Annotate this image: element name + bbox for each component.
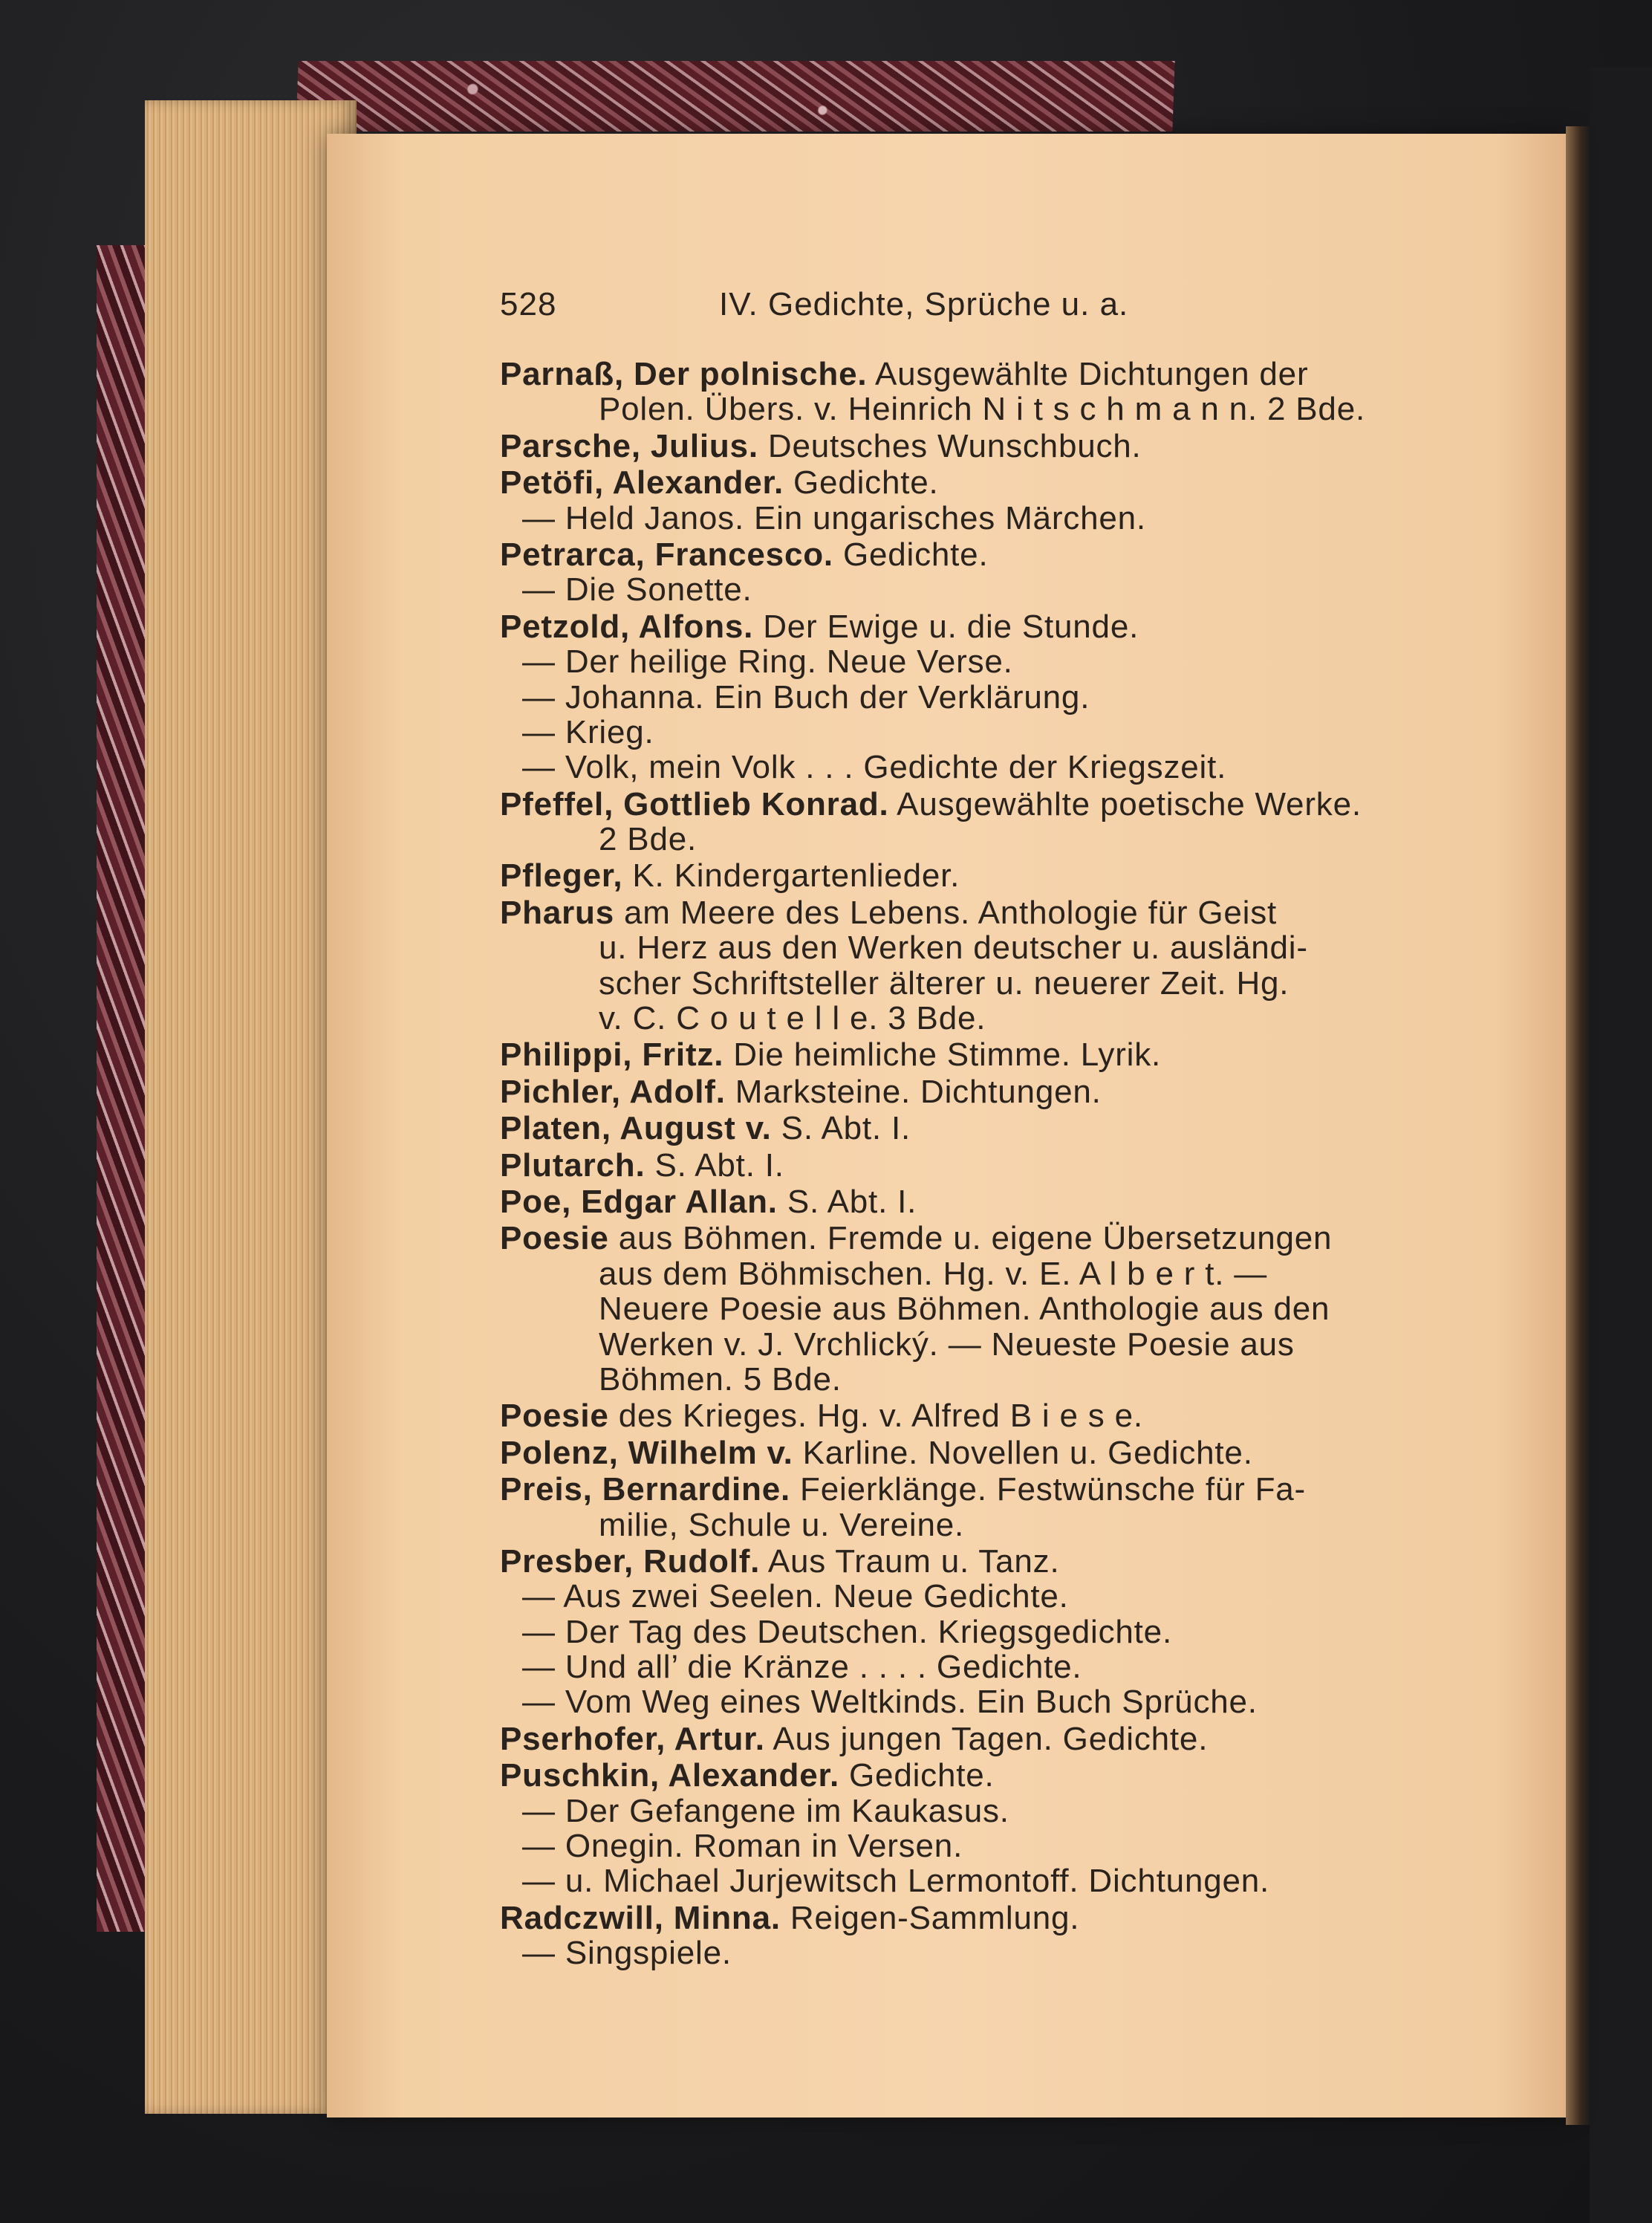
entry-continuation-line	[500, 1001, 1466, 1036]
entry-author: Plutarch.	[500, 1146, 645, 1184]
entry-continuation-line	[500, 392, 1466, 426]
entry-text: Marksteine. Dichtungen.	[725, 1073, 1102, 1110]
entry-line	[500, 1435, 1466, 1470]
entry-continuation-line	[500, 1684, 1466, 1719]
bibliography-entry	[500, 1544, 1466, 1720]
bibliography-entry	[500, 895, 1466, 1036]
entry-text: Polen. Übers. v. Heinrich N i t s c h m a n n. 2 Bde.	[599, 391, 1365, 428]
entry-text: S. Abt. I.	[771, 1110, 911, 1147]
entry-line	[500, 1184, 1466, 1219]
bibliography-entry	[500, 858, 1466, 893]
entry-line	[500, 357, 1466, 392]
entry-line	[500, 1472, 1466, 1507]
entry-text: Gedichte.	[839, 1757, 995, 1794]
entry-line	[500, 1074, 1466, 1109]
entry-author: Petrarca, Francesco.	[500, 536, 833, 573]
bibliography-entry	[500, 1221, 1466, 1397]
entry-line	[500, 787, 1466, 822]
entry-line	[500, 465, 1466, 500]
entry-line	[500, 1398, 1466, 1433]
entry-continuation-line	[500, 1291, 1466, 1326]
entry-line	[500, 895, 1466, 930]
entry-text: S. Abt. I.	[645, 1146, 784, 1184]
entry-text: Aus jungen Tagen. Gedichte.	[764, 1720, 1209, 1757]
entry-line	[500, 537, 1466, 572]
bibliography-entry	[500, 429, 1466, 464]
entry-text: am Meere des Lebens. Anthologie für Geist	[614, 894, 1278, 931]
entry-line	[500, 1148, 1466, 1183]
entry-text: — Und all’ die Kränze . . . . Gedichte.	[522, 1649, 1082, 1686]
entry-text: — Der Gefangene im Kaukasus.	[522, 1792, 1009, 1829]
entry-line	[500, 1758, 1466, 1793]
entry-author: Poe, Edgar Allan.	[500, 1183, 778, 1220]
entry-text: S. Abt. I.	[777, 1183, 917, 1220]
entry-text: — Johanna. Ein Buch der Verklärung.	[522, 678, 1090, 715]
page-gutter	[1566, 126, 1590, 2125]
page-number: 528	[500, 286, 557, 322]
entry-line	[500, 1221, 1466, 1256]
entry-line	[500, 1721, 1466, 1756]
entry-author: Poesie	[500, 1220, 609, 1257]
entry-line	[500, 609, 1466, 644]
page-header	[500, 286, 1466, 331]
entry-text: Werken v. J. Vrchlický. — Neueste Poesie aus	[599, 1325, 1295, 1363]
entry-text: aus Böhmen. Fremde u. eigene Übersetzungen	[608, 1220, 1333, 1257]
bibliography-entry	[500, 1074, 1466, 1109]
entry-author: Pfeffel, Gottlieb Konrad.	[500, 785, 889, 822]
bibliography-entry	[500, 465, 1466, 536]
entry-text: — Krieg.	[522, 713, 654, 750]
entry-text: — Volk, mein Volk . . . Gedichte der Kriegszeit.	[522, 749, 1227, 786]
entry-text: K. Kindergartenlieder.	[622, 857, 960, 895]
entry-text: Reigen-Sammlung.	[780, 1899, 1080, 1936]
entry-author: Parsche, Julius.	[500, 427, 758, 464]
entry-author: Parnaß, Der polnische.	[500, 356, 868, 392]
entry-continuation-line	[500, 715, 1466, 750]
marbled-board-top	[296, 61, 1174, 132]
entry-text: Gedichte.	[833, 536, 989, 573]
entry-text: Die heimliche Stimme. Lyrik.	[723, 1036, 1162, 1074]
entry-continuation-line	[500, 930, 1466, 965]
entry-text: Neuere Poesie aus Böhmen. Anthologie aus den	[599, 1291, 1330, 1328]
entry-continuation-line	[500, 1828, 1466, 1863]
bibliography-entry	[500, 609, 1466, 785]
bibliography-entry	[500, 1721, 1466, 1756]
entry-line	[500, 429, 1466, 464]
entry-continuation-line	[500, 1863, 1466, 1898]
entry-author: Platen, August v.	[500, 1110, 772, 1147]
entry-text: — u. Michael Jurjewitsch Lermontoff. Dichtungen.	[522, 1863, 1270, 1900]
bibliography-entry	[500, 1901, 1466, 1971]
entry-text: Ausgewählte poetische Werke.	[888, 785, 1362, 822]
entry-continuation-line	[500, 822, 1466, 857]
entry-author: Polenz, Wilhelm v.	[500, 1434, 793, 1471]
entry-continuation-line	[500, 680, 1466, 715]
entry-continuation-line	[500, 1935, 1466, 1970]
entry-author: Poesie	[500, 1398, 609, 1435]
bibliography-entry	[500, 1184, 1466, 1219]
entry-text: aus dem Böhmischen. Hg. v. E. A l b e r t. —	[599, 1255, 1268, 1292]
entry-text: — Onegin. Roman in Versen.	[522, 1828, 963, 1865]
entry-text: scher Schriftsteller älterer u. neuerer Zeit. Hg.	[599, 964, 1290, 1002]
bibliography-entry	[500, 1148, 1466, 1183]
entry-author: Petzold, Alfons.	[500, 608, 754, 645]
entry-text: des Krieges. Hg. v. Alfred B i e s e.	[608, 1398, 1143, 1435]
entry-text: Gedichte.	[784, 464, 939, 502]
entry-text: — Aus zwei Seelen. Neue Gedichte.	[522, 1578, 1069, 1615]
entry-continuation-line	[500, 1327, 1466, 1362]
page-block-edge	[145, 100, 357, 2114]
entry-continuation-line	[500, 644, 1466, 679]
entry-author: Pharus	[500, 894, 614, 931]
entry-text: 2 Bde.	[599, 821, 697, 858]
entry-text: v. C. C o u t e l l e. 3 Bde.	[599, 1000, 986, 1037]
entry-continuation-line	[500, 572, 1466, 607]
entry-text: Ausgewählte Dichtungen der	[867, 356, 1309, 392]
entry-text: Der Ewige u. die Stunde.	[753, 608, 1139, 645]
entry-text: milie, Schule u. Vereine.	[599, 1506, 965, 1543]
entry-text: — Held Janos. Ein ungarisches Märchen.	[522, 499, 1146, 536]
entry-text: u. Herz aus den Werken deutscher u. ausländi-	[599, 929, 1308, 967]
entry-line	[500, 858, 1466, 893]
entry-continuation-line	[500, 1649, 1466, 1684]
entry-author: Radczwill, Minna.	[500, 1899, 781, 1936]
entry-text: — Der heilige Ring. Neue Verse.	[522, 643, 1013, 681]
entry-text: — Der Tag des Deutschen. Kriegsgedichte.	[522, 1613, 1172, 1650]
cover-board-right	[1590, 67, 1652, 2223]
bibliography-entry	[500, 787, 1466, 857]
entry-author: Presber, Rudolf.	[500, 1542, 761, 1580]
entry-author: Petöfi, Alexander.	[500, 464, 784, 502]
entry-author: Puschkin, Alexander.	[500, 1757, 839, 1794]
entry-text: Böhmen. 5 Bde.	[599, 1360, 842, 1398]
entry-author: Philippi, Fritz.	[500, 1036, 724, 1074]
entry-continuation-line	[500, 966, 1466, 1001]
entry-text: Deutsches Wunschbuch.	[758, 427, 1142, 464]
running-title: IV. Gedichte, Sprüche u. a.	[719, 286, 1129, 322]
entry-author: Pfleger,	[500, 857, 623, 895]
entry-text: Feierklänge. Festwünsche für Fa-	[790, 1471, 1307, 1508]
bibliography-entry	[500, 357, 1466, 427]
entry-line	[500, 1111, 1466, 1146]
entry-line	[500, 1037, 1466, 1072]
entry-line	[500, 1901, 1466, 1935]
entry-continuation-line	[500, 1614, 1466, 1649]
entry-author: Preis, Bernardine.	[500, 1471, 790, 1508]
entry-text: Karline. Novellen u. Gedichte.	[793, 1434, 1253, 1471]
entry-text: — Die Sonette.	[522, 571, 752, 609]
entry-author: Pserhofer, Artur.	[500, 1720, 765, 1757]
entry-continuation-line	[500, 1256, 1466, 1291]
bibliography-entry	[500, 537, 1466, 608]
entry-text: Aus Traum u. Tanz.	[760, 1542, 1060, 1580]
bibliography-entry	[500, 1435, 1466, 1470]
entry-continuation-line	[500, 1362, 1466, 1397]
entry-continuation-line	[500, 1508, 1466, 1542]
entry-line	[500, 1544, 1466, 1579]
entry-continuation-line	[500, 501, 1466, 536]
bibliography-entry	[500, 1472, 1466, 1542]
entry-continuation-line	[500, 1579, 1466, 1614]
bibliography-entry	[500, 1111, 1466, 1146]
marbled-board-left	[97, 245, 152, 1932]
entry-continuation-line	[500, 1794, 1466, 1828]
entry-continuation-line	[500, 750, 1466, 785]
bibliography-entry	[500, 1398, 1466, 1433]
entry-text: — Vom Weg eines Weltkinds. Ein Buch Sprüche.	[522, 1684, 1258, 1721]
bibliography-entry	[500, 1758, 1466, 1899]
bibliography-entry	[500, 1037, 1466, 1072]
entry-text: — Singspiele.	[522, 1935, 732, 1972]
entry-author: Pichler, Adolf.	[500, 1073, 726, 1110]
bibliography-list	[500, 357, 1466, 1973]
